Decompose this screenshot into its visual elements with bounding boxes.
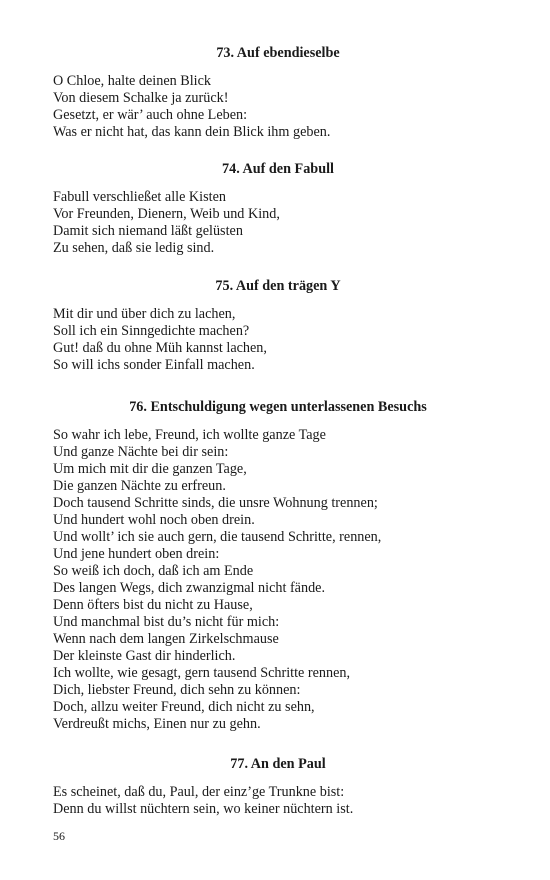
- poem-line: Fabull verschließet alle Kisten: [53, 189, 226, 205]
- poem-line: O Chloe, halte deinen Blick: [53, 73, 211, 89]
- poem-title: 73. Auf ebendieselbe: [216, 45, 340, 61]
- poem-line: Von diesem Schalke ja zurück!: [53, 90, 229, 106]
- poem-lines: [53, 189, 503, 257]
- poem-line: Und ganze Nächte bei dir sein:: [53, 444, 229, 460]
- poem-line: Vor Freunden, Dienern, Weib und Kind,: [53, 206, 280, 222]
- poem-line: Und wollt’ ich sie auch gern, die tausend Schritte, rennen,: [53, 529, 382, 545]
- poem-title: 74. Auf den Fabull: [222, 161, 334, 177]
- poem-title: 75. Auf den trägen Y: [215, 278, 341, 294]
- page-number: 56: [53, 829, 65, 843]
- poem-line: Die ganzen Nächte zu erfreun.: [53, 478, 226, 494]
- poem-line: Was er nicht hat, das kann dein Blick ihm geben.: [53, 124, 331, 140]
- poem-line: Und hundert wohl noch oben drein.: [53, 512, 255, 528]
- poem-line: Mit dir und über dich zu lachen,: [53, 306, 236, 322]
- poem-line: Gut! daß du ohne Müh kannst lachen,: [53, 340, 267, 356]
- poem-line: Zu sehen, daß sie ledig sind.: [53, 240, 215, 256]
- poem-76: [53, 398, 503, 733]
- poem-line: Des langen Wegs, dich zwanzigmal nicht fände.: [53, 580, 326, 596]
- poem-lines: [53, 73, 503, 141]
- poem-line: Und jene hundert oben drein:: [53, 546, 220, 562]
- poem-line: Ich wollte, wie gesagt, gern tausend Schritte rennen,: [53, 665, 351, 681]
- poem-line: Verdreußt michs, Einen nur zu gehn.: [53, 716, 261, 732]
- poem-title: 77. An den Paul: [230, 756, 326, 772]
- poem-title: 76. Entschuldigung wegen unterlassenen Besuchs: [129, 399, 427, 415]
- poem-line: Denn du willst nüchtern sein, wo keiner nüchtern ist.: [53, 801, 354, 817]
- poem-lines: [53, 784, 503, 818]
- poem-line: Gesetzt, er wär’ auch ohne Leben:: [53, 107, 248, 123]
- poem-line: Damit sich niemand läßt gelüsten: [53, 223, 243, 239]
- poem-line: So will ichs sonder Einfall machen.: [53, 357, 255, 373]
- poem-line: Es scheinet, daß du, Paul, der einz’ge Trunkne bist:: [53, 784, 345, 800]
- poem-line: Um mich mit dir die ganzen Tage,: [53, 461, 247, 477]
- poem-line: Dich, liebster Freund, dich sehn zu können:: [53, 682, 301, 698]
- poem-lines: [53, 306, 503, 374]
- poem-line: Soll ich ein Sinngedichte machen?: [53, 323, 250, 339]
- poem-line: So wahr ich lebe, Freund, ich wollte ganze Tage: [53, 427, 326, 443]
- poem-line: Wenn nach dem langen Zirkelschmause: [53, 631, 279, 647]
- poem-74: [53, 160, 503, 257]
- poem-line: Doch tausend Schritte sinds, die unsre Wohnung trennen;: [53, 495, 378, 511]
- poem-73: [53, 44, 503, 141]
- poem-77: [53, 755, 503, 818]
- page-content: [53, 44, 503, 818]
- poem-75: [53, 277, 503, 374]
- poem-lines: [53, 427, 503, 733]
- poem-line: Und manchmal bist du’s nicht für mich:: [53, 614, 280, 630]
- poem-line: Denn öfters bist du nicht zu Hause,: [53, 597, 253, 613]
- poem-line: Doch, allzu weiter Freund, dich nicht zu sehn,: [53, 699, 315, 715]
- poem-line: Der kleinste Gast dir hinderlich.: [53, 648, 236, 664]
- poem-line: So weiß ich doch, daß ich am Ende: [53, 563, 254, 579]
